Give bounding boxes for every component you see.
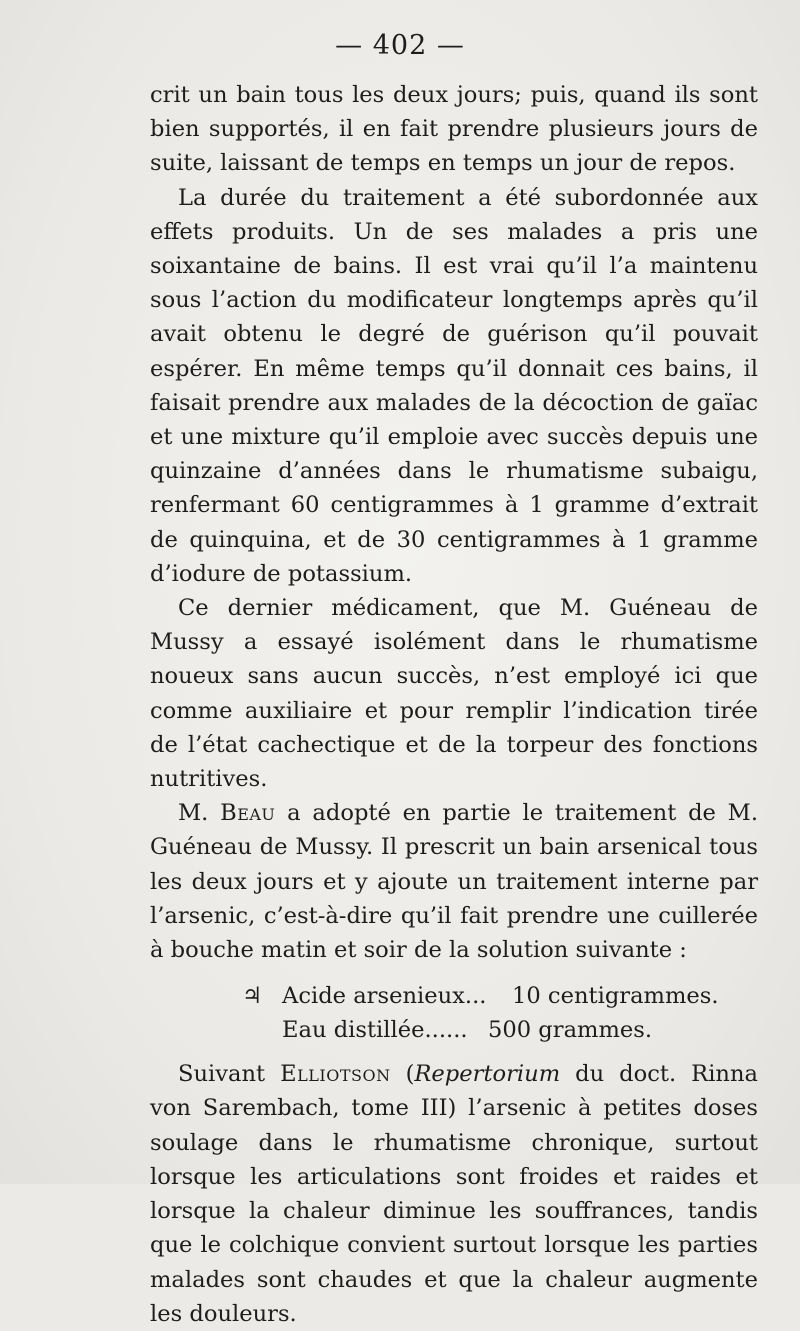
formula-line-1	[150, 979, 758, 1013]
cited-work-title: Repertorium	[414, 1061, 561, 1088]
paragraph-4	[150, 796, 758, 967]
formula-quantity-2: 500 grammes.	[488, 1017, 653, 1044]
p4-prefix: M.	[178, 800, 221, 827]
formula-ingredient-1: Acide arsenieux...	[282, 983, 487, 1010]
author-name-beau: Beau	[220, 800, 276, 827]
paragraph-5: Suivant Elliotson (Repertorium du doct. Rinna von Sarembach, tome III) l’arsenic à petites doses soulage dans le rhumatisme chronique, surtout lorsque les articulations sont froides et raides et lorsque la chaleur diminue les souffrances, tandis que le colchique convient surtout lorsque les parties malades sont chaudes et que la chaleur augmente les douleurs.	[150, 1061, 758, 1327]
formula-quantity-1: 10 centigrammes.	[512, 983, 719, 1010]
p5-prefix: Suivant	[178, 1061, 281, 1088]
paragraph-3: Ce dernier médicament, que M. Guéneau de Mussy a essayé isolément dans le rhumatisme noueux sans aucun succès, n’est employé ici que comme auxiliaire et pour remplir l’indication tirée de l’état cachectique et de la torpeur des fonctions nutritives.	[150, 595, 758, 793]
page-body	[150, 78, 758, 1331]
page-number: — 402 —	[335, 30, 465, 61]
paragraph-2: La durée du traitement a été subordonnée aux effets produits. Un de ses malades a pris une soixantaine de bains. Il est vrai qu’il l’a maintenu sous l’action du modificateur longtemps après qu’il avait obtenu le degré de guérison qu’il pouvait espérer. En même temps qu’il donnait ces bains, il faisait prendre aux malades de la décoction de gaïac et une mixture qu’il emploie avec succès depuis une quinzaine d’années dans le rhumatisme subaigu, renfermant 60 centigrammes à 1 gramme d’extrait de quinquina, et de 30 centigrammes à 1 gramme d’iodure de potassium.	[150, 184, 758, 587]
paragraph-1: crit un bain tous les deux jours; puis, quand ils sont bien supportés, il en fait prendre plusieurs jours de suite, laissant de temps en temps un jour de repos.	[150, 82, 758, 177]
p5-text: du doct. Rinna von Sarembach, tome III) l’arsenic à petites doses soulage dans le rhumatisme chronique, surtout lorsque les articulations sont froides et raides et lorsque la chaleur diminue les souffrances, tandis que le colchique convient surtout lorsque les parties malades sont chaudes et que la chaleur augmente les douleurs.	[150, 1061, 758, 1327]
p4-text: a adopté en partie le traitement de M. Guéneau de Mussy. Il prescrit un bain arsenical tous les deux jours et y ajoute un traitement interne par l’arsenic, c’est-à-dire qu’il fait prendre une cuillerée à bouche matin et soir de la solution suivante :	[150, 800, 758, 964]
formula-ingredient-2: Eau distillée......	[282, 1017, 468, 1044]
recipe-symbol: ♃	[242, 983, 263, 1010]
author-name-elliotson: Elliotson	[280, 1061, 391, 1088]
prescription-formula	[150, 979, 758, 1047]
formula-line-2	[150, 1013, 758, 1047]
